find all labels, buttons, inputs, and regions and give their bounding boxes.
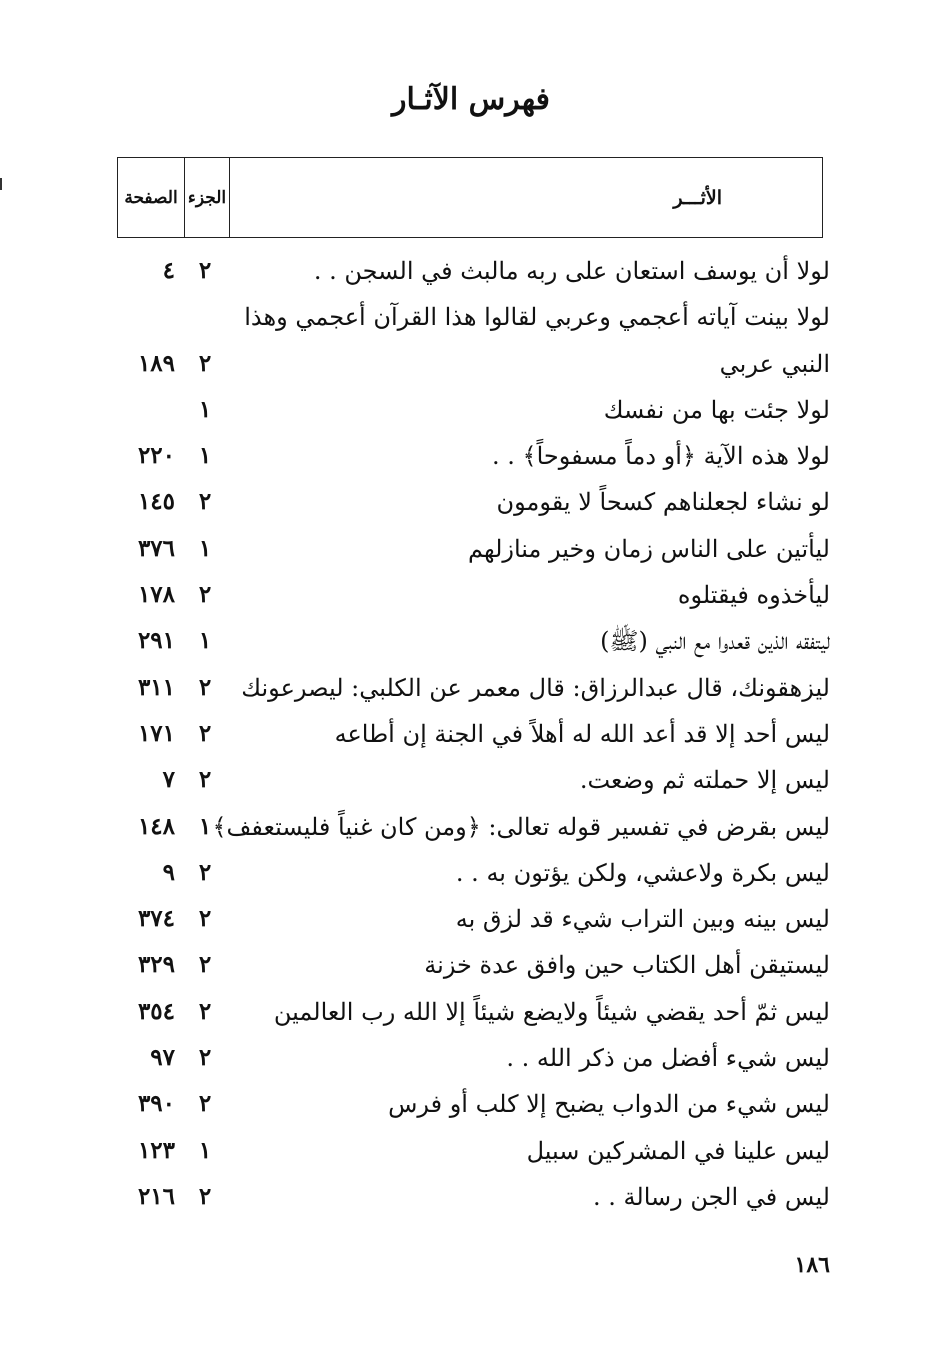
entry-page: ٢١٦ [137, 1182, 175, 1210]
entry-juz: ١ [198, 395, 212, 423]
entry-page: ١٤٥ [137, 488, 175, 516]
entry-text: ليأخذوه فيقتلوه [677, 581, 830, 610]
entry-page: ٩ [162, 858, 175, 886]
entry-text: ليتفقه الذين قعدوا مع النبي (ﷺ) [600, 627, 830, 656]
entry-text: لولا جئت بها من نفسك [603, 395, 830, 424]
entry-text: ليستيقن أهل الكتاب حين وافق عدة خزنة [424, 951, 830, 980]
entry-juz: ٢ [198, 766, 212, 794]
entry-juz: ٢ [198, 1090, 212, 1118]
entry-text: ليس بينه وبين التراب شيء قد لزق به [455, 905, 830, 934]
entry-page: ٣٧٤ [137, 905, 175, 933]
index-entry [100, 433, 830, 479]
index-entry [100, 942, 830, 988]
index-entry [100, 804, 830, 850]
entry-text: ليس شيء من الدواب يضبح إلا كلب أو فرس [388, 1090, 830, 1119]
index-entry [100, 896, 830, 942]
entry-juz: ٢ [198, 1182, 212, 1210]
entry-text: ليأتين على الناس زمان وخير منازلهم [468, 534, 830, 563]
entry-page: ٤ [162, 257, 175, 284]
entry-text: ليس في الجن رسالة . . [593, 1182, 830, 1211]
entry-text: ليزهقونك، قال عبدالرزاق: قال معمر عن الكلبي: ليصرعونك [241, 673, 830, 702]
index-entry [100, 1174, 830, 1220]
entry-juz: ٢ [198, 488, 212, 516]
entry-juz: ٢ [198, 257, 212, 284]
index-entry [100, 387, 830, 433]
index-entry [100, 1081, 830, 1127]
entry-page: ٢٩١ [137, 627, 175, 655]
index-entry [100, 248, 830, 294]
index-entry [100, 757, 830, 803]
index-entry [100, 711, 830, 757]
entry-page: ١٧١ [137, 719, 175, 747]
index-entry [100, 479, 830, 525]
entry-text: لولا أن يوسف استعان على ربه مالبث في السجن . . [313, 257, 830, 285]
entry-page: ٢٢٠ [137, 442, 175, 470]
entry-page: ١٨٩ [137, 349, 175, 377]
index-entry [100, 850, 830, 896]
entry-text: ليس أحد إلا قد أعد الله له أهلاً في الجنة إن أطاعه [334, 719, 830, 748]
index-entry [100, 341, 830, 387]
entry-page: ١٧٨ [137, 581, 175, 609]
entry-juz: ٢ [198, 997, 212, 1025]
entry-juz: ١ [198, 534, 212, 562]
entry-text: لولا هذه الآية ﴿أو دماً مسفوحاً﴾ . . [492, 442, 830, 471]
entry-page: ١٤٨ [137, 812, 175, 840]
entry-page: ٣٥٤ [137, 997, 175, 1025]
entry-text: ليس علينا في المشركين سبيل [526, 1136, 830, 1165]
entry-juz: ٢ [198, 951, 212, 979]
index-entry [100, 665, 830, 711]
column-header-page: الصفحة [124, 187, 178, 208]
entry-text: ليس بقرض في تفسير قوله تعالى: ﴿ومن كان غنياً فليستعفف﴾ [212, 812, 830, 841]
index-entries [100, 248, 830, 1220]
entry-juz: ١ [198, 812, 212, 840]
index-entry [100, 294, 830, 340]
entry-juz: ٢ [198, 581, 212, 609]
entry-juz: ٢ [198, 349, 212, 377]
column-header-athar: الأثـــر [673, 186, 722, 209]
index-table-header [117, 157, 823, 238]
index-entry [100, 526, 830, 572]
index-entry [100, 1128, 830, 1174]
entry-juz: ٢ [198, 673, 212, 701]
entry-juz: ٢ [198, 905, 212, 933]
entry-text: لو نشاء لجعلناهم كسحاً لا يقومون [496, 488, 830, 517]
entry-text: ليس ثمّ أحد يقضي شيئاً ولايضع شيئاً إلا الله رب العالمين [273, 997, 830, 1026]
entry-page: ٩٧ [150, 1044, 175, 1072]
entry-text: ليس إلا حملته ثم وضعت. [579, 766, 830, 795]
margin-mark [0, 178, 2, 190]
entry-text: ليس بكرة ولاعشي، ولكن يؤتون به . . [455, 858, 830, 887]
entry-juz: ٢ [198, 858, 212, 886]
column-header-juz: الجزء [184, 158, 230, 237]
entry-page: ٧ [162, 766, 175, 794]
entry-page: ٣٧٦ [137, 534, 175, 562]
index-entry [100, 618, 830, 664]
entry-page: ١٢٣ [137, 1136, 175, 1164]
entry-page: ٣٢٩ [137, 951, 175, 979]
index-entry [100, 572, 830, 618]
entry-page: ٣٩٠ [137, 1090, 175, 1118]
entry-text: ليس شيء أفضل من ذكر الله . . [506, 1044, 830, 1073]
entry-text: النبي عربي [719, 349, 830, 378]
entry-juz: ١ [198, 442, 212, 470]
entry-juz: ١ [198, 1136, 212, 1164]
entry-page: ٣١١ [137, 673, 175, 701]
entry-juz: ٢ [198, 719, 212, 747]
page-title: فهرس الآثـار [392, 82, 550, 117]
entry-juz: ١ [198, 627, 212, 655]
index-entry [100, 1035, 830, 1081]
index-entry [100, 989, 830, 1035]
entry-juz: ٢ [198, 1044, 212, 1072]
entry-text: لولا بينت آياته أعجمي وعربي لقالوا هذا القرآن أعجمي وهذا [244, 303, 830, 332]
page-number: ١٨٦ [794, 1252, 830, 1278]
